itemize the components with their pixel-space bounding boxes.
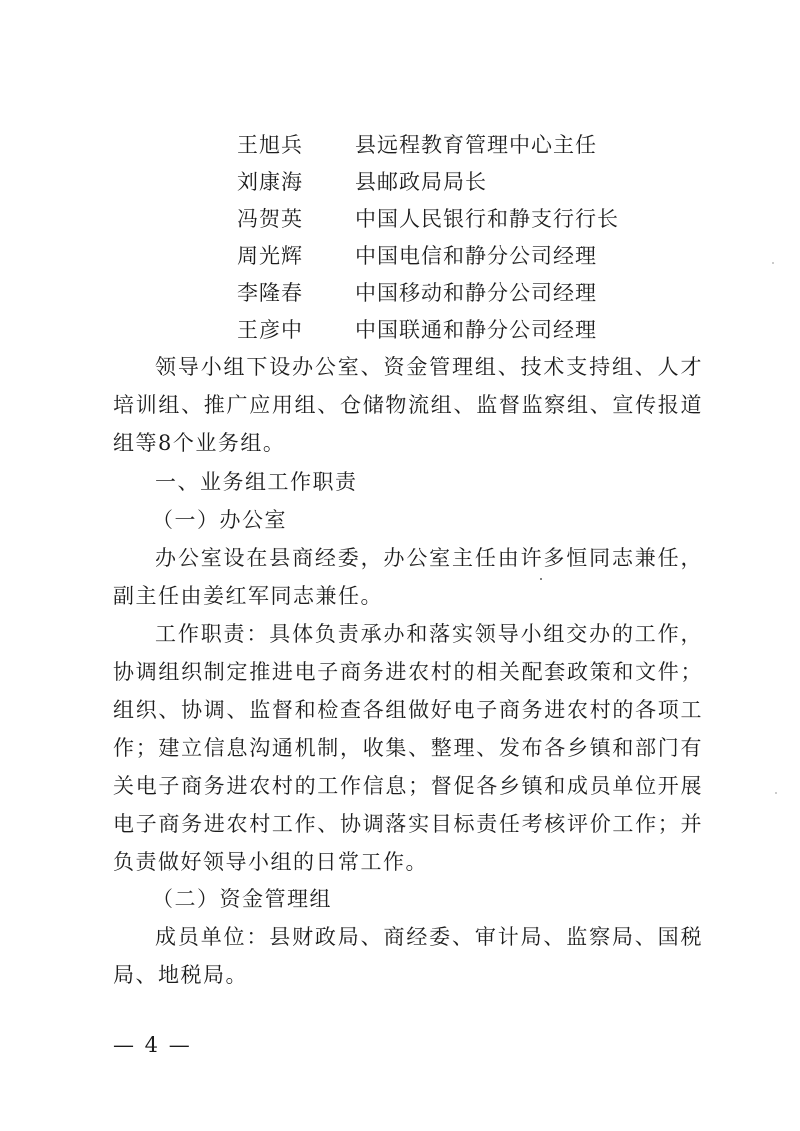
intro-paragraph: 领导小组下设办公室、资金管理组、技术支持组、人才培训组、推广应用组、仓储物流组、监督监察组、宣传报道组等8个业务组。: [113, 355, 703, 455]
scan-speck: [540, 578, 542, 580]
page-number: — 4 —: [113, 1033, 192, 1057]
office-setup-paragraph: 办公室设在县商经委，办公室主任由许多恒同志兼任，副主任由姜红军同志兼任。: [113, 546, 703, 608]
member-name: 王彦中: [237, 318, 303, 342]
member-row: [237, 312, 619, 349]
member-row: [237, 201, 619, 238]
member-name: 冯贺英: [237, 207, 303, 231]
office-duties-paragraph: 工作职责：具体负责承办和落实领导小组交办的工作，协调组织制定推进电子商务进农村的相关配套政策和文件；组织、协调、监督和检查各组做好电子商务进农村的各项工作；建立信息沟通机制，收集、整理、发布各乡镇和部门有关电子商务进农村的工作信息；督促各乡镇和成员单位开展电子商务进农村工作、协调落实目标责任考核评价工作；并负责做好领导小组的日常工作。: [113, 622, 703, 874]
member-title: 中国电信和静分公司经理: [355, 244, 597, 268]
member-title: 县邮政局局长: [355, 170, 487, 194]
scan-speck: [772, 262, 774, 264]
member-title: 中国移动和静分公司经理: [355, 281, 597, 305]
member-title: 中国人民银行和静支行行长: [355, 207, 619, 231]
scan-speck: [775, 792, 777, 794]
fund-group-members-paragraph: 成员单位：县财政局、商经委、审计局、监察局、国税局、地税局。: [113, 925, 703, 987]
member-row: [237, 164, 619, 201]
member-row: [237, 238, 619, 275]
member-name: 李隆春: [237, 281, 303, 305]
member-title: 中国联通和静分公司经理: [355, 318, 597, 342]
member-name: 周光辉: [237, 244, 303, 268]
member-list: [237, 127, 619, 349]
member-row: [237, 127, 619, 164]
fund-group-heading: （二）资金管理组: [152, 887, 332, 911]
office-heading: （一）办公室: [152, 508, 287, 532]
section-heading: 一、业务组工作职责: [155, 470, 358, 494]
member-title: 县远程教育管理中心主任: [355, 133, 597, 157]
member-name: 王旭兵: [237, 133, 303, 157]
member-row: [237, 275, 619, 312]
member-name: 刘康海: [237, 170, 303, 194]
